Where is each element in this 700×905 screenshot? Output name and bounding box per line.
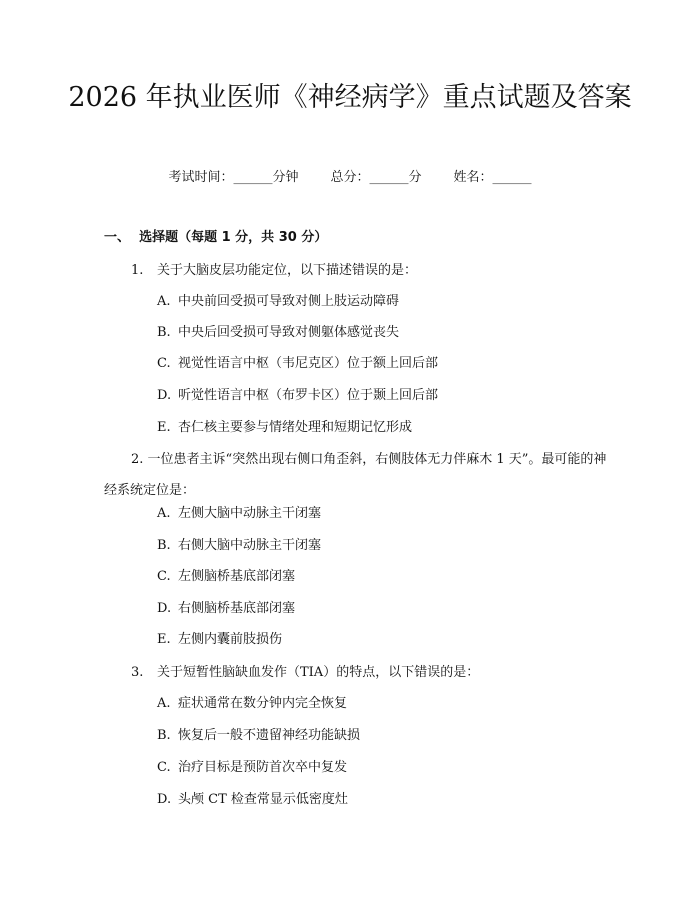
option-label: B.	[157, 538, 171, 553]
option-text: 左侧大脑中动脉主干闭塞	[178, 506, 322, 521]
option-text: 右侧大脑中动脉主干闭塞	[178, 538, 322, 553]
option-text: 恢复后一般不遗留神经功能缺损	[178, 728, 361, 743]
option-label: A.	[157, 506, 171, 521]
option-label: D.	[157, 601, 172, 616]
question-text: 一位患者主诉“突然出现右侧口角歪斜，右侧肢体无力伴麻木 1 天”。最可能的神经系统定位是：	[104, 452, 607, 498]
option-2d	[157, 600, 295, 618]
question-2	[104, 444, 614, 506]
question-text: 关于大脑皮层功能定位，以下描述错误的是：	[157, 263, 418, 278]
name-field: 姓名：______	[453, 170, 532, 185]
option-text: 中央后回受损可导致对侧躯体感觉丧失	[178, 325, 400, 340]
option-3c	[157, 759, 347, 777]
option-text: 杏仁核主要参与情绪处理和短期记忆形成	[178, 420, 413, 435]
option-label: A.	[157, 294, 171, 309]
exam-time-field: 考试时间：______分钟	[168, 170, 299, 185]
option-label: C.	[157, 569, 171, 584]
option-text: 右侧脑桥基底部闭塞	[178, 601, 296, 616]
option-text: 左侧脑桥基底部闭塞	[178, 569, 296, 584]
option-1e	[157, 419, 412, 437]
question-number: 1.	[131, 263, 144, 278]
option-text: 症状通常在数分钟内完全恢复	[178, 696, 348, 711]
exam-meta	[0, 169, 700, 187]
option-3a	[157, 695, 347, 713]
section-heading	[104, 229, 327, 247]
option-label: A.	[157, 696, 171, 711]
option-text: 治疗目标是预防首次卒中复发	[178, 760, 348, 775]
option-text: 左侧内囊前肢损伤	[178, 632, 283, 647]
option-1d	[157, 387, 438, 405]
option-label: C.	[157, 356, 171, 371]
option-2a	[157, 505, 321, 523]
option-label: D.	[157, 792, 172, 807]
option-text: 中央前回受损可导致对侧上肢运动障碍	[178, 294, 400, 309]
option-1b	[157, 324, 399, 342]
question-number: 3.	[131, 665, 144, 680]
option-2b	[157, 537, 321, 555]
option-1c	[157, 355, 438, 373]
option-label: E.	[157, 420, 171, 435]
option-text: 视觉性语言中枢（韦尼克区）位于额上回后部	[178, 356, 439, 371]
section-title: 选择题（每题 1 分，共 30 分）	[139, 230, 328, 245]
section-number: 一、	[104, 230, 131, 245]
option-label: C.	[157, 760, 171, 775]
option-label: E.	[157, 632, 171, 647]
option-text: 头颅 CT 检查常显示低密度灶	[178, 792, 348, 807]
option-3b	[157, 727, 360, 745]
option-2c	[157, 568, 295, 586]
option-text: 听觉性语言中枢（布罗卡区）位于颞上回后部	[178, 388, 439, 403]
total-score-field: 总分：______分	[330, 170, 422, 185]
question-text: 关于短暂性脑缺血发作（TIA）的特点，以下错误的是：	[157, 665, 480, 680]
option-label: B.	[157, 728, 171, 743]
option-label: B.	[157, 325, 171, 340]
question-number: 2.	[131, 452, 144, 467]
option-1a	[157, 293, 399, 311]
page-title: 2026 年执业医师《神经病学》重点试题及答案	[68, 82, 632, 113]
option-2e	[157, 631, 282, 649]
option-label: D.	[157, 388, 172, 403]
option-3d	[157, 791, 348, 809]
